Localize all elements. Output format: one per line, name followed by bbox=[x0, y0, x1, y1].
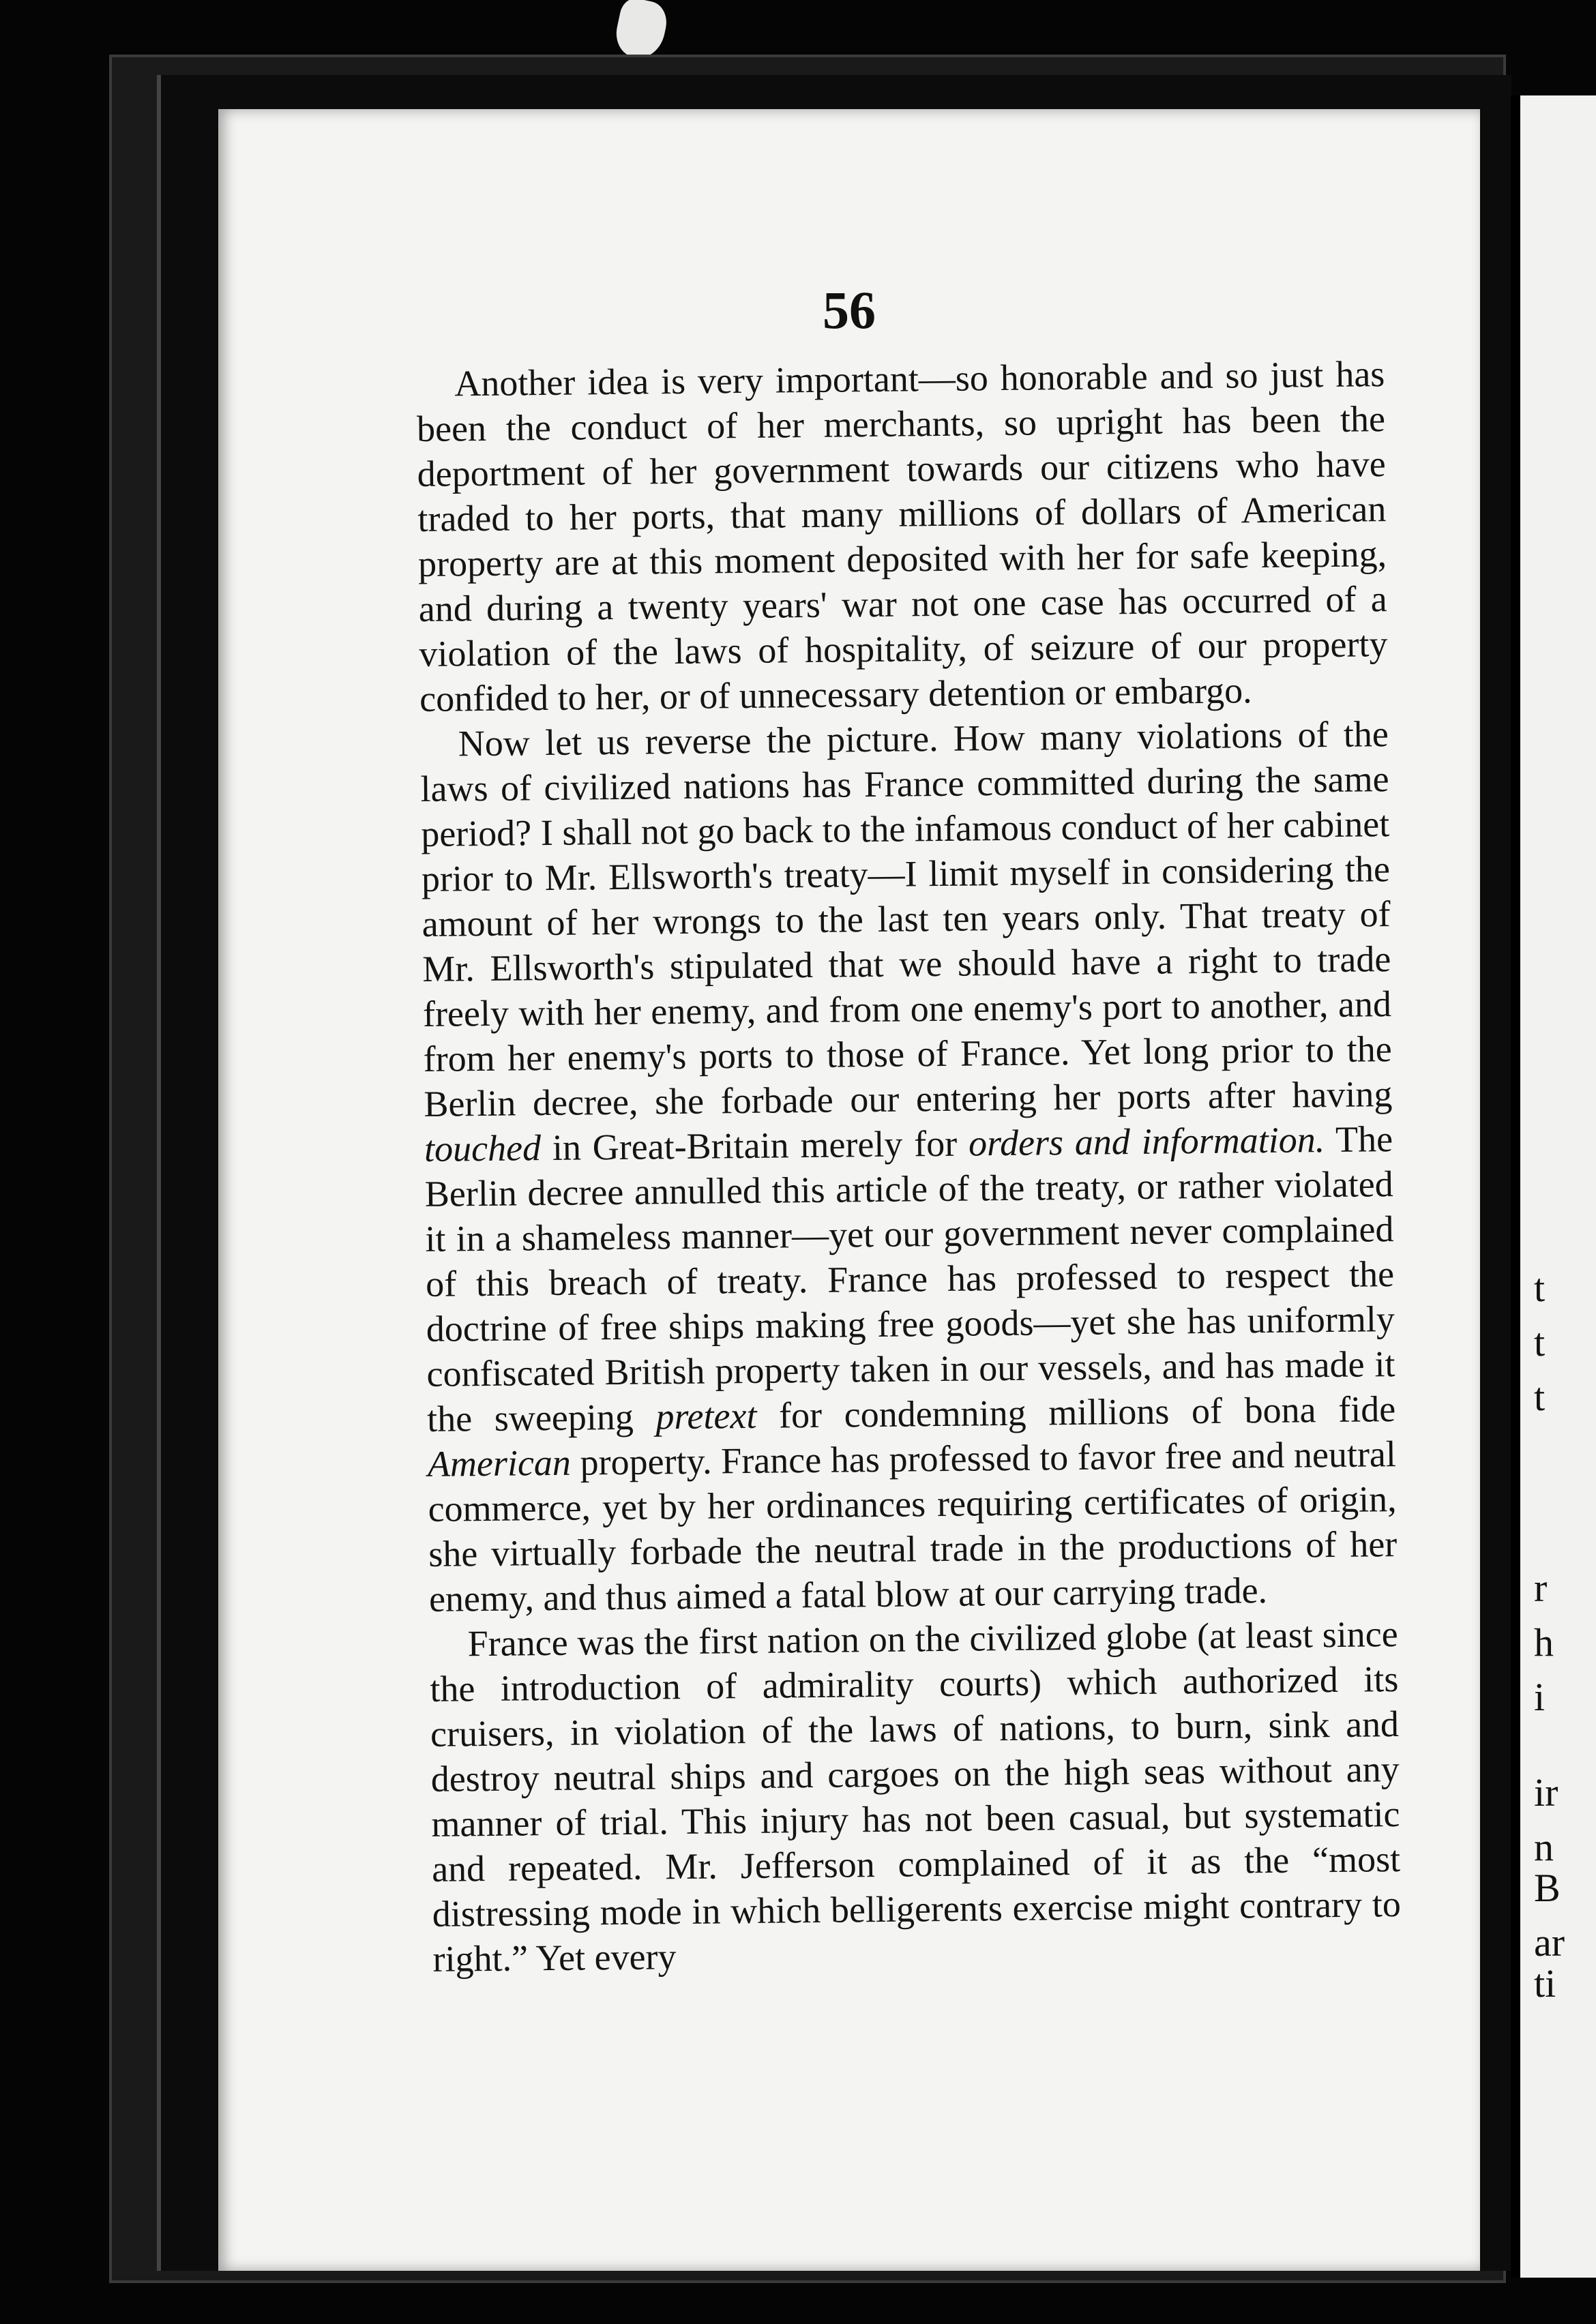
italic-text-run: pretext bbox=[655, 1395, 757, 1437]
paragraph bbox=[416, 351, 1388, 721]
text-run: The Berlin decree annulled this article of the treaty, or rather violated it in a shameless manner—yet our government never complained of this breach of treaty. France has professed to respect the doctrine of free ships making free goods—yet she has uniformly confiscated British property taken in our vessels, and has made it the sweeping bbox=[424, 1118, 1395, 1440]
paragraph bbox=[420, 711, 1398, 1622]
text-run: property. France has professed to favor free and neutral commerce, yet by her ordinances requiring certificates of origin, she virtually forbade the neutral trade in the productions of her enemy, and thus aimed a fatal blow at our carrying trade. bbox=[428, 1433, 1398, 1620]
page-body-text bbox=[416, 351, 1402, 1982]
paragraph bbox=[429, 1611, 1401, 1982]
text-run: Now let us reverse the picture. How many violations of the laws of civilized nations has France committed during the same period? I shall not go back to the infamous conduct of her cabinet prior to Mr. Ellsworth's treaty—I limit myself in considering the amount of her wrongs to the last ten years only. That treaty of Mr. Ellsworth's stipulated that we should have a right to trade freely with her enemy, and from one enemy's port to another, and from her enemy's ports to those of France. Yet long prior to the Berlin decree, she forbade our entering her ports after having bbox=[420, 713, 1393, 1124]
text-run: France was the first nation on the civilized globe (at least since the introduction of admirality courts) which authorized its cruisers, in violation of the laws of nations, to burn, sink and destroy neutral ships and cargoes on the high seas without any manner of trial. This injury has not been casual, but systematic and repeated. Mr. Jefferson complained of it as the “most distressing mode in which belligerents exercise might contrary to right.” Yet every bbox=[430, 1613, 1402, 1980]
facing-page-fragment: r bbox=[1534, 1566, 1548, 1610]
page-number: 56 bbox=[823, 280, 876, 340]
facing-page-fragment: ir bbox=[1534, 1770, 1558, 1815]
facing-page-fragment: ti bbox=[1534, 1961, 1556, 2006]
italic-text-run: American bbox=[427, 1442, 572, 1485]
facing-page-fragment: t bbox=[1534, 1266, 1546, 1310]
facing-page-fragment: i bbox=[1534, 1675, 1546, 1719]
book-page bbox=[218, 109, 1480, 2271]
facing-page-fragment: B bbox=[1534, 1866, 1561, 1910]
facing-page-fragment: t bbox=[1534, 1375, 1546, 1419]
text-run: for condemning millions of bona fide bbox=[756, 1388, 1396, 1436]
facing-page-edge bbox=[1511, 95, 1596, 2278]
italic-text-run: orders and information. bbox=[968, 1119, 1325, 1164]
facing-page-fragment: h bbox=[1534, 1620, 1554, 1665]
facing-page-fragment: t bbox=[1534, 1320, 1546, 1365]
italic-text-run: touched bbox=[424, 1127, 542, 1170]
text-run: Another idea is very important—so honorable and so just has been the conduct of her merchants, so upright has been the deportment of her government towards our citizens who have traded to her ports, that many millions of dollars of American property are at this moment deposited with her for safe keeping, and during a twenty years' war not one case has occurred of a violation of the laws of hospitality, of seizure of our property confided to her, or of unnecessary detention or embargo. bbox=[416, 353, 1388, 719]
text-run: in Great-Britain merely for bbox=[540, 1122, 969, 1169]
facing-page-fragment: ar bbox=[1534, 1920, 1565, 1965]
facing-page-fragment: n bbox=[1534, 1825, 1554, 1869]
